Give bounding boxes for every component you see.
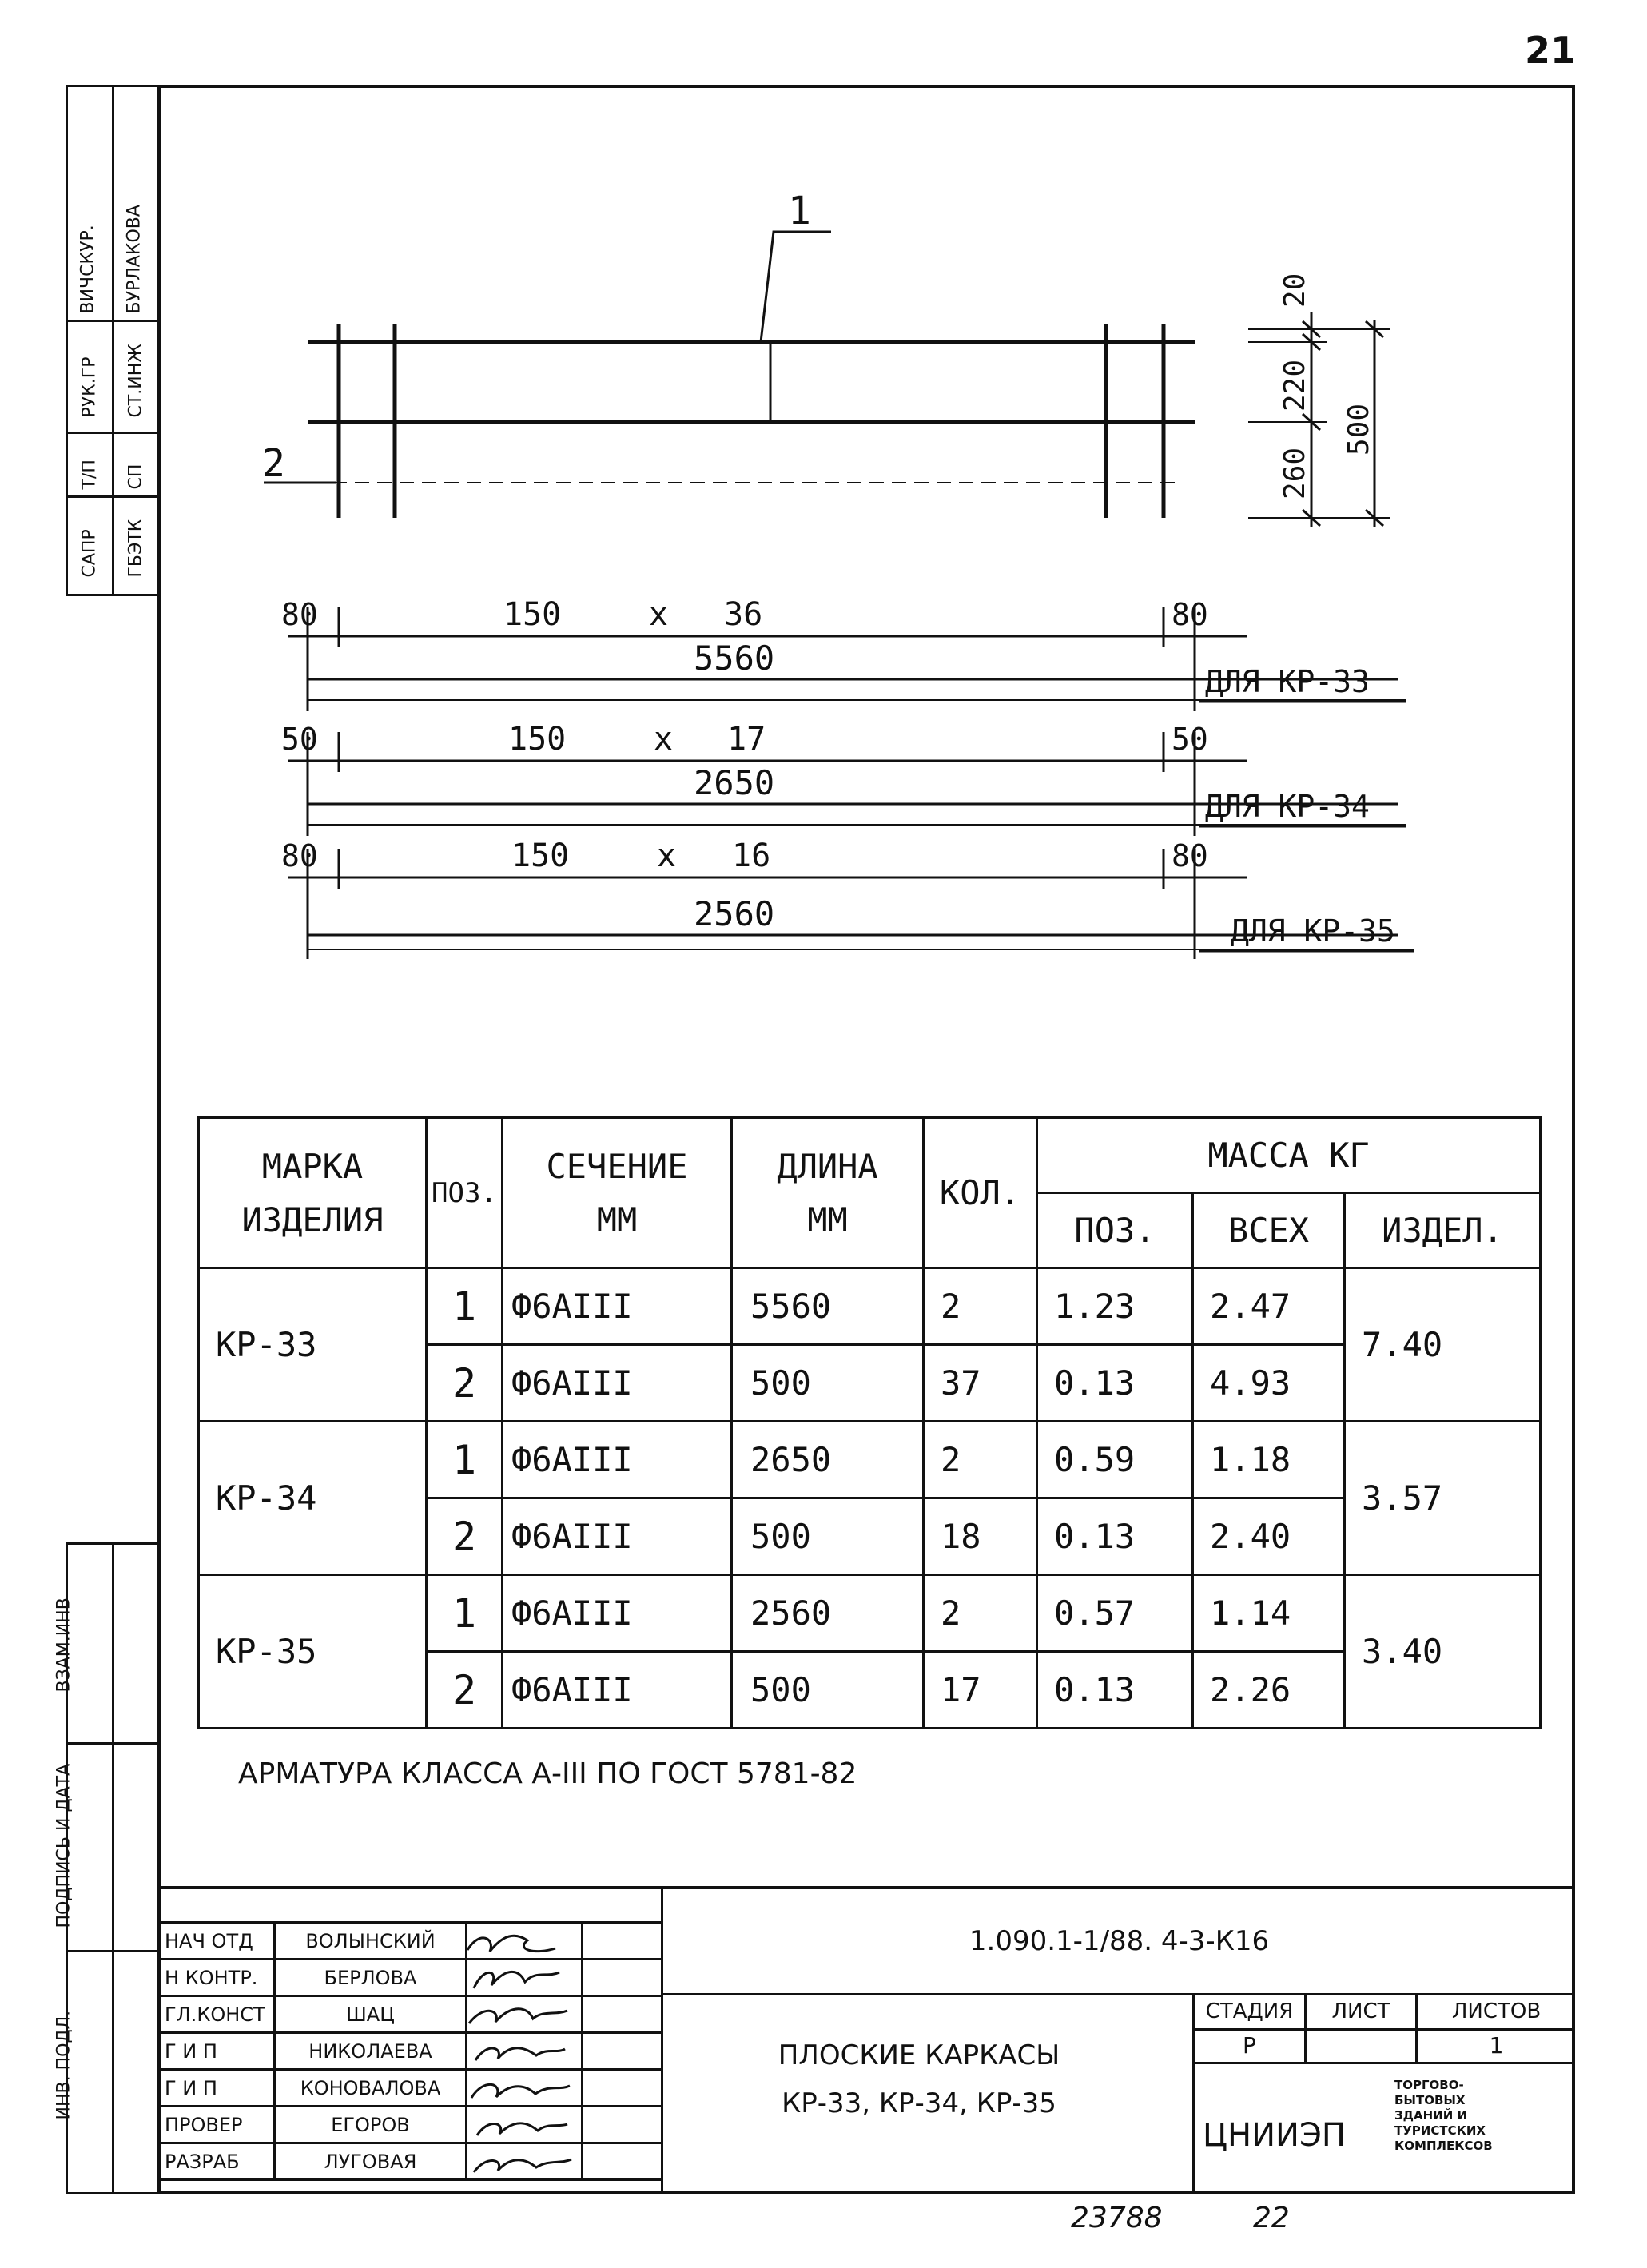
signature-row — [159, 2070, 662, 2107]
length-cell: 500 — [732, 1345, 924, 1422]
count-cell: 17 — [924, 1652, 1037, 1729]
inventory-number: 23788 — [1071, 2202, 1163, 2234]
signature-row — [159, 2143, 662, 2180]
chain-total: 2560 — [694, 894, 775, 933]
handwritten-signatures — [459, 1902, 579, 2198]
stamp-cell: СТ.ИНЖ — [125, 344, 146, 418]
chain-x: x — [649, 596, 669, 633]
pos-cell: 2 — [427, 1652, 503, 1729]
rebar-note: АРМАТУРА КЛАССА А-III ПО ГОСТ 5781-82 — [238, 1757, 857, 1790]
mass-all-cell: 1.18 — [1193, 1422, 1345, 1498]
mass-all-cell: 4.93 — [1193, 1345, 1345, 1422]
chain-total: 5560 — [694, 639, 775, 678]
col-mass-header: МАССА КГ — [1037, 1118, 1541, 1193]
col-mass-pos-header: ПОЗ. — [1037, 1193, 1193, 1268]
name-cell: КОНОВАЛОВА — [275, 2070, 467, 2107]
signature-row — [159, 1960, 662, 1996]
name-cell: БЕРЛОВА — [275, 1960, 467, 1996]
section-cell: Ф6АIII — [503, 1422, 732, 1498]
signatures-table — [157, 1921, 663, 2181]
name-cell: ЛУГОВАЯ — [275, 2143, 467, 2180]
chain-right: 80 — [1172, 838, 1208, 873]
mass-all-cell: 1.14 — [1193, 1575, 1345, 1652]
length-cell: 500 — [732, 1652, 924, 1729]
mark-cell: КР-35 — [199, 1575, 427, 1729]
chain-mid: 150 — [508, 721, 567, 758]
col-mark-header: МАРКА ИЗДЕЛИЯ — [199, 1118, 427, 1268]
name-cell: НИКОЛАЕВА — [275, 2033, 467, 2070]
table-row — [199, 1268, 1541, 1345]
stamp-cell: ГБЭТК — [125, 519, 146, 578]
chain-count: 16 — [732, 838, 771, 874]
mass-pos-cell: 0.13 — [1037, 1345, 1193, 1422]
section-cell: Ф6АIII — [503, 1268, 732, 1345]
chain-total: 2650 — [694, 763, 775, 802]
pos-cell: 2 — [427, 1498, 503, 1575]
mass-all-cell: 2.47 — [1193, 1268, 1345, 1345]
chain-count: 17 — [727, 721, 766, 758]
count-cell: 2 — [924, 1422, 1037, 1498]
pos-cell: 1 — [427, 1575, 503, 1652]
drawing-subtitle: КР-33, КР-34, КР-35 — [782, 2087, 1056, 2119]
role-cell: Г И П — [159, 2033, 275, 2070]
mass-item-cell: 7.40 — [1345, 1268, 1541, 1422]
vdim-220: 220 — [1279, 359, 1311, 412]
stamp-cell: ВЗАМ.ИНВ — [54, 1598, 74, 1693]
organization: ЦНИИЭП — [1203, 2117, 1346, 2154]
mass-pos-cell: 0.57 — [1037, 1575, 1193, 1652]
chain-mid: 150 — [511, 838, 570, 874]
length-cell: 2560 — [732, 1575, 924, 1652]
mass-all-cell: 2.26 — [1193, 1652, 1345, 1729]
vdim-500: 500 — [1343, 403, 1375, 456]
callout-2: 2 — [262, 441, 285, 486]
length-cell: 2650 — [732, 1422, 924, 1498]
stamp-cell: СП — [125, 464, 146, 490]
count-cell: 2 — [924, 1268, 1037, 1345]
length-cell: 500 — [732, 1498, 924, 1575]
sheet-mark: 22 — [1253, 2202, 1290, 2234]
vdim-260: 260 — [1279, 447, 1311, 499]
col-section-header: СЕЧЕНИЕ ММ — [503, 1118, 732, 1268]
stage-value: Р — [1243, 2032, 1256, 2059]
sheets-label: ЛИСТОВ — [1451, 1999, 1542, 2023]
chain-left: 50 — [281, 722, 318, 757]
callout-1: 1 — [788, 189, 811, 233]
role-cell: ПРОВЕР — [159, 2107, 275, 2143]
pos-cell: 1 — [427, 1422, 503, 1498]
table-row — [199, 1575, 1541, 1652]
signature-row — [159, 1996, 662, 2033]
mass-pos-cell: 0.59 — [1037, 1422, 1193, 1498]
role-cell: РАЗРАБ — [159, 2143, 275, 2180]
drawing-title: ПЛОСКИЕ КАРКАСЫ — [778, 2039, 1060, 2071]
col-length-header: ДЛИНА ММ — [732, 1118, 924, 1268]
stamp-cell: ПОДПИСЬ И ДАТА — [54, 1763, 74, 1928]
name-cell: ШАЦ — [275, 1996, 467, 2033]
mass-all-cell: 2.40 — [1193, 1498, 1345, 1575]
col-count-header: КОЛ. — [924, 1118, 1037, 1268]
role-cell: Н КОНТР. — [159, 1960, 275, 1996]
chain-note: ДЛЯ КР-33 — [1205, 664, 1370, 699]
table-row — [199, 1422, 1541, 1498]
mass-pos-cell: 1.23 — [1037, 1268, 1193, 1345]
section-cell: Ф6АIII — [503, 1652, 732, 1729]
mass-pos-cell: 0.13 — [1037, 1498, 1193, 1575]
specification-table — [197, 1116, 1542, 1729]
section-cell: Ф6АIII — [503, 1575, 732, 1652]
mass-pos-cell: 0.13 — [1037, 1652, 1193, 1729]
signature-row — [159, 2107, 662, 2143]
chain-count: 36 — [724, 596, 763, 633]
stamp-cell: ИНВ. ПОДЛ. — [54, 2010, 74, 2120]
mass-item-cell: 3.40 — [1345, 1575, 1541, 1729]
chain-left: 80 — [281, 838, 318, 873]
document-code: 1.090.1-1/88. 4-3-К16 — [969, 1925, 1270, 1957]
chain-right: 50 — [1172, 722, 1208, 757]
frame-drawing — [0, 0, 1647, 975]
col-mass-all-header: ВСЕХ — [1193, 1193, 1345, 1268]
count-cell: 2 — [924, 1575, 1037, 1652]
name-cell: ВОЛЫНСКИЙ — [275, 1923, 467, 1960]
vdim-20: 20 — [1279, 273, 1311, 308]
chain-left: 80 — [281, 597, 318, 632]
stamp-cell: Т/П — [79, 460, 100, 490]
pos-cell: 2 — [427, 1345, 503, 1422]
chain-x: x — [657, 838, 677, 874]
chain-right: 80 — [1172, 597, 1208, 632]
role-cell: Г И П — [159, 2070, 275, 2107]
chain-note: ДЛЯ КР-34 — [1205, 789, 1370, 824]
sheets-value: 1 — [1489, 2032, 1504, 2059]
signature-row — [159, 2033, 662, 2070]
count-cell: 37 — [924, 1345, 1037, 1422]
mark-cell: КР-33 — [199, 1268, 427, 1422]
organization-note: ТОРГОВО- БЫТОВЫХ ЗДАНИЙ И ТУРИСТСКИХ КОМПЛЕКСОВ — [1394, 2078, 1493, 2153]
pos-cell: 1 — [427, 1268, 503, 1345]
count-cell: 18 — [924, 1498, 1037, 1575]
stamp-cell: РУК.ГР — [79, 356, 100, 418]
stamp-cell: САПР — [79, 529, 100, 578]
sheet-label: ЛИСТ — [1331, 1999, 1390, 2023]
stamp-cell: ВИЧСКУР. — [78, 225, 98, 314]
page-number: 21 — [1525, 29, 1577, 72]
signature-row — [159, 1923, 662, 1960]
role-cell: НАЧ ОТД — [159, 1923, 275, 1960]
chain-note: ДЛЯ КР-35 — [1231, 913, 1395, 949]
stamp-cell: БУРЛАКОВА — [124, 205, 145, 314]
col-pos-header: ПОЗ. — [427, 1118, 503, 1268]
section-cell: Ф6АIII — [503, 1345, 732, 1422]
stage-label: СТАДИЯ — [1205, 1999, 1294, 2023]
section-cell: Ф6АIII — [503, 1498, 732, 1575]
mark-cell: КР-34 — [199, 1422, 427, 1575]
mass-item-cell: 3.57 — [1345, 1422, 1541, 1575]
chain-x: x — [654, 721, 674, 758]
col-mass-item-header: ИЗДЕЛ. — [1345, 1193, 1541, 1268]
chain-mid: 150 — [503, 596, 562, 633]
name-cell: ЕГОРОВ — [275, 2107, 467, 2143]
length-cell: 5560 — [732, 1268, 924, 1345]
role-cell: ГЛ.КОНСТ — [159, 1996, 275, 2033]
